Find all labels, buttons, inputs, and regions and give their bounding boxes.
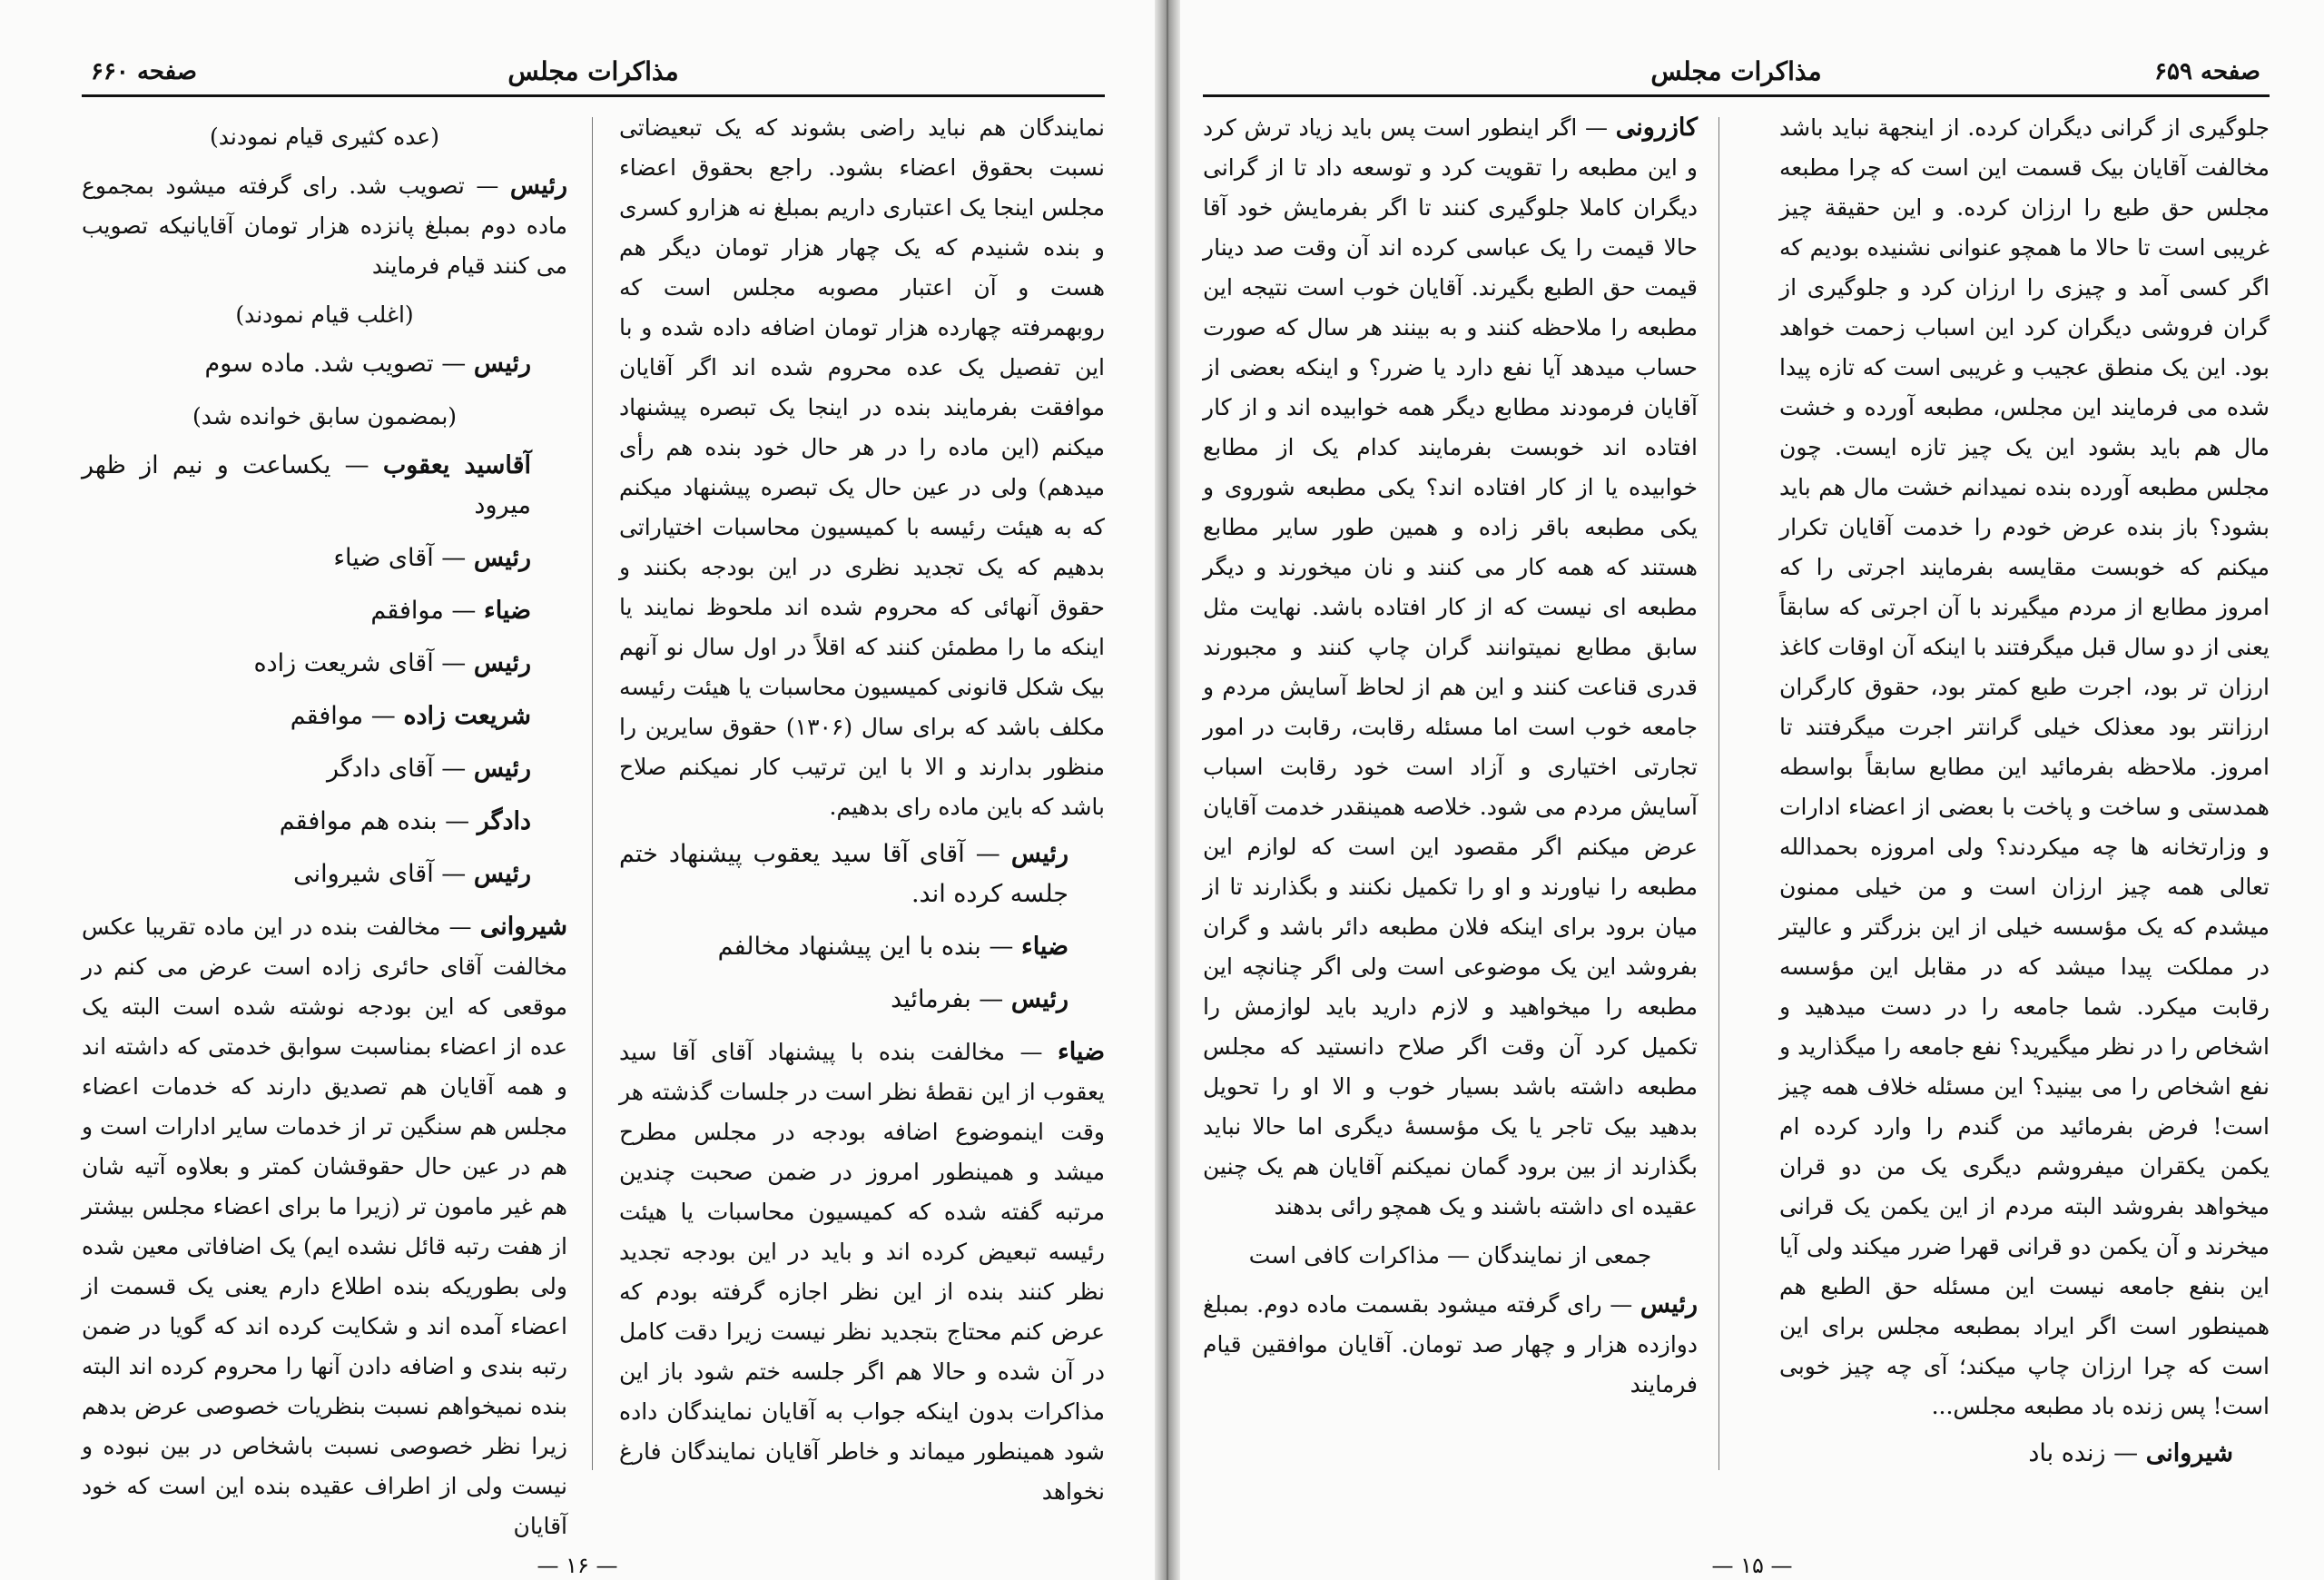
- speech-text: آقای دادگر: [327, 755, 434, 783]
- speech-text: بفرمائید: [891, 985, 971, 1013]
- stage-note: (اغلب قیام نمودند): [235, 301, 414, 328]
- left-page: [0, 0, 1155, 1580]
- running-title: مذاکرات مجلس: [1650, 56, 1822, 86]
- paragraph: رئیس — تصویب شد. رای گرفته میشود بمجموع ماده دوم بمبلغ پانزده هزار تومان آقایانیکه تصویب می کنند قیام فرمایند: [82, 172, 567, 279]
- speech-text: بنده هم موافقم: [279, 807, 438, 835]
- stage-note: (عده کثیری قیام نمودند): [210, 123, 439, 150]
- dialog-line: شریعت زاده — موافقم: [290, 702, 531, 730]
- speech-text: آقای آقا سید یعقوب پیشنهاد ختم جلسه کرده اند.: [619, 840, 1068, 908]
- page-number: صفحه ۶۶۰: [91, 58, 197, 85]
- dialog-line: رئیس — آقای شیروانی: [293, 860, 531, 888]
- speech-text: مخالفت بنده با پیشنهاد آقای آقا سید یعقوب از این نقطهٔ نظر است در جلسات گذشته هر وقت اینموضوع اضافه بودجه در مجلس مطرح میشد و همینطور امروز در ضمن صحبت چندین مرتبه گفته شده که کمیسیون محاسبات یا هیئت رئیسه تبعیض کرده اند و باید در این بودجه تجدید نظر کنند بنده از این نظر اجازه گرفته بودم که عرض کنم محتاج بتجدید نظر نیست زیرا دقت کامل در آن شده و حالا هم اگر جلسه ختم شود باز این مذاکرات بدون اینکه جواب به آقایان نمایندگان داده شود همینطور میماند و خاطر آقایان نمایندگان فارغ نخواهد: [619, 1039, 1105, 1505]
- speech-text: تصویب شد. ماده سوم: [204, 350, 434, 378]
- speaker-name: رئیس: [1010, 840, 1068, 868]
- stage-note: (بمضمون سابق خوانده شد): [192, 403, 458, 430]
- column-divider: [592, 117, 593, 1470]
- dialog-line: دادگر — بنده هم موافقم: [279, 807, 531, 835]
- running-title: مذاکرات مجلس: [507, 56, 679, 86]
- speech-text: یکساعت و نیم از ظهر میرود: [82, 451, 531, 519]
- speaker-name: ضیاء: [1058, 1038, 1105, 1066]
- speaker-name: رئیس: [473, 860, 531, 888]
- speech-text: اگر اینطور است پس باید زیاد ترش کرد و این مطبعه را تقویت کرد و توسعه داد تا از گرانی دیگران کاملا جلوگیری کنند تا اگر بفرمایش خود آقا حالا قیمت را یک عباسی کرده اند آن وقت صد دینار قیمت حق الطبع بگیرند. آقایان خوب است نتیجه این مطبعه را ملاحظه کنند و به بینند هر سال که صورت حساب میدهد آیا نفع دارد یا ضرر؟ و اینکه بعضی از آقایان فرمودند مطابع دیگر همه خوابیده اند و از کار افتاده اند خوبست بفرمایند کدام یک از مطابع خوابیده یا از کار افتاده اند؟ یکی مطبعه شوروی و یکی مطبعه باقر زاده و همین طور سایر مطابع هستند که همه کار می کنند و نان میخورند و دیگر مطبعه ای نیست که از کار افتاده باشد. نهایت مثل سابق مطابع نمیتوانند گران چاپ کنند و مجبورند قدری قناعت کنند و این هم از لحاظ آسایش مردم و جامعه خوب است اما مسئله رقابت، رقابت در امور تجارتی اختیاری و آزاد است خود رقابت اسباب آسایش مردم می شود. خلاصه همینقدر خدمت آقایان عرض میکنم اگر مقصود این است که لوازم این مطبعه را نیاورند و او را تکمیل نکنند و بگذارند تا از میان برود برای اینکه فلان مطبعه دائر باشد و گران بفروشد این یک موضوعی است ولی اگر چنانچه این مطبعه را میخواهید و لازم دارید باید لوازمش را تکمیل کرد آن وقت اگر صلاح دانستید که مجلس مطبعه داشته باشد بسیار خوب و الا او را تحویل بدهید بیک تاجر یا یک مؤسسهٔ دیگری اما حالا نباید بگذارند از بین برود گمان نمیکنم آقایان هم یک چنین عقیده ای داشته باشند و یک همچو رائی بدهند: [1203, 114, 1698, 1220]
- speech-text: تصویب شد. رای گرفته میشود بمجموع ماده دوم بمبلغ پانزده هزار تومان آقایانیکه تصویب می کنند قیام فرمایند: [82, 173, 567, 279]
- speaker-name: ضیاء: [484, 597, 531, 625]
- dialog-line: رئیس — آقای ضیاء: [333, 544, 531, 572]
- speech-text: موافقم: [290, 702, 364, 730]
- speaker-name: رئیس: [509, 172, 567, 200]
- speaker-name: دادگر: [477, 807, 531, 835]
- paragraph: کازرونی — اگر اینطور است پس باید زیاد ترش کرد و این مطبعه را تقویت کرد و توسعه داد تا از گرانی دیگران کاملا جلوگیری کنند تا اگر بفرمایش خود آقا حالا قیمت را یک عباسی کرده اند آن وقت صد دینار قیمت حق الطبع بگیرند. آقایان خوب است نتیجه این مطبعه را ملاحظه کنند و به بینند هر سال که صورت حساب میدهد آیا نفع دارد یا ضرر؟ و اینکه بعضی از آقایان فرمودند مطابع دیگر همه خوابیده اند و از کار افتاده اند خوبست بفرمایند کدام یک از مطابع خوابیده یا از کار افتاده اند؟ یکی مطبعه شوروی و یکی مطبعه باقر زاده و همین طور سایر مطابع هستند که همه کار می کنند و نان میخورند و دیگر مطبعه ای نیست که از کار افتاده باشد. نهایت مثل سابق مطابع نمیتوانند گران چاپ کنند و مجبورند قدری قناعت کنند و این هم از لحاظ آسایش مردم و جامعه خوب است اما مسئله رقابت، رقابت در امور تجارتی اختیاری و آزاد است خود رقابت اسباب آسایش مردم می شود. خلاصه همینقدر خدمت آقایان عرض میکنم اگر مقصود این است که لوازم این مطبعه را نیاورند و او را تکمیل نکنند و بگذارند تا از میان برود برای اینکه فلان مطبعه دائر باشد و گران بفروشد این یک موضوعی است ولی اگر چنانچه این مطبعه را میخواهید و لازم دارید باید لوازمش را تکمیل کرد آن وقت اگر صلاح دانستید که مجلس مطبعه داشته باشد بسیار خوب و الا او را تحویل بدهید بیک تاجر یا یک مؤسسهٔ دیگری اما حالا نباید بگذارند از بین برود گمان نمیکنم آقایان هم یک چنین عقیده ای داشته باشند و یک همچو رائی بدهند: [1203, 114, 1698, 1220]
- speaker-name: شیروانی: [479, 913, 567, 941]
- dialog-line: شیروانی — زنده باد: [2028, 1439, 2233, 1467]
- dialog-line: ضیاء — موافقم: [370, 597, 531, 625]
- speech-text: آقای ضیاء: [333, 544, 434, 572]
- book-gutter: [1155, 0, 1180, 1580]
- speech-text: آقای شیروانی: [293, 860, 434, 888]
- paragraph: شیروانی — مخالفت بنده در این ماده تقریبا عکس مخالفت آقای حائری زاده است عرض می کنم در موقعی که این بودجه نوشته شده است البته یک عده از اعضاء بمناسبت سوابق خدمتی که داشته اند و همه آقایان هم تصدیق دارند که خدمات اعضاء مجلس هم سنگین تر از خدمات سایر ادارات است و هم در عین حال حقوقشان کمتر و بعلاوه آتیه شان هم غیر مامون تر (زیرا ما برای اعضاء مجلس بیشتر از هفت رتبه قائل نشده ایم) یک اضافاتی معین شده ولی بطوریکه بنده اطلاع دارم یعنی یک قسمت از اعضاء آمده اند و شکایت کرده اند که گویا در ضمن رتبه بندی و اضافه دادن آنها را محروم کرده اند البته بنده نمیخواهم نسبت بنظریات خصوصی عرض بدهم زیرا نظر خصوصی نسبت باشخاص در بین نبوده و نیست ولی از اطراف عقیده بنده این است که خود آقایان: [82, 913, 567, 1539]
- column-right: [619, 108, 1105, 1525]
- column-left: [82, 108, 567, 1539]
- dialog-line: رئیس — آقای شریعت زاده: [253, 649, 531, 677]
- speaker-name: رئیس: [473, 649, 531, 677]
- right-page: [1180, 0, 2324, 1580]
- page-header: [82, 54, 1105, 97]
- speaker-name: شیروانی: [2145, 1439, 2233, 1467]
- dialog-line: ضیاء — بنده با این پیشنهاد مخالفم: [717, 933, 1068, 961]
- paragraph: ضیاء — مخالفت بنده با پیشنهاد آقای آقا سید یعقوب از این نقطهٔ نظر است در جلسات گذشته هر وقت اینموضوع اضافه بودجه در مجلس مطرح میشد و همینطور امروز در ضمن صحبت چندین مرتبه گفته شده که کمیسیون محاسبات یا هیئت رئیسه تبعیض کرده اند و باید در این بودجه تجدید نظر کنند بنده از این نظر اجازه گرفته بودم که عرض کنم محتاج بتجدید نظر نیست زیرا دقت کامل در آن شده و حالا هم اگر جلسه ختم شود باز این مذاکرات بدون اینکه جواب به آقایان نمایندگان داده شود همینطور میماند و خاطر آقایان نمایندگان فارغ نخواهد: [619, 1038, 1105, 1505]
- speaker-name: رئیس: [473, 544, 531, 572]
- speech-text: آقای شریعت زاده: [253, 649, 434, 677]
- dialog-line: آقاسید یعقوب — یکساعت و نیم از ظهر میرود: [82, 451, 532, 519]
- speech-text: مخالفت بنده در این ماده تقریبا عکس مخالفت آقای حائری زاده است عرض می کنم در موقعی که این بودجه نوشته شده است البته یک عده از اعضاء بمناسبت سوابق خدمتی که داشته اند و همه آقایان هم تصدیق دارند که خدمات اعضاء مجلس هم سنگین تر از خدمات سایر ادارات است و هم در عین حال حقوقشان کمتر و بعلاوه آتیه شان هم غیر مامون تر (زیرا ما برای اعضاء مجلس بیشتر از هفت رتبه قائل نشده ایم) یک اضافاتی معین شده ولی بطوریکه بنده اطلاع دارم یعنی یک قسمت از اعضاء آمده اند و شکایت کرده اند که گویا در ضمن رتبه بندی و اضافه دادن آنها را محروم کرده اند البته بنده نمیخواهم نسبت بنظریات خصوصی عرض بدهم زیرا نظر خصوصی نسبت باشخاص در بین نبوده و نیست ولی از اطراف عقیده بنده این است که خود آقایان: [82, 913, 567, 1539]
- folio-number: — ۱۶ —: [537, 1553, 618, 1578]
- dialog-line: رئیس — بفرمائید: [891, 985, 1068, 1013]
- folio-number: — ۱۵ —: [1711, 1553, 1793, 1578]
- dialog-line: رئیس — آقای دادگر: [327, 755, 531, 783]
- text-columns: [1203, 108, 2270, 1525]
- speaker-name: رئیس: [473, 755, 531, 783]
- column-right: [1779, 108, 2270, 1525]
- speaker-name: شریعت زاده: [403, 702, 531, 730]
- speech-text: رای گرفته میشود بقسمت ماده دوم. بمبلغ دوازده هزار و چهار صد تومان. آقایان موافقین قیام فرمایند: [1203, 1291, 1698, 1397]
- speaker-name: کازرونی: [1615, 114, 1698, 142]
- paragraph: رئیس — رای گرفته میشود بقسمت ماده دوم. بمبلغ دوازده هزار و چهار صد تومان. آقایان موافقین قیام فرمایند: [1203, 1290, 1698, 1397]
- speech-text: زنده باد: [2028, 1439, 2106, 1467]
- speech-text: بنده با این پیشنهاد مخالفم: [717, 933, 981, 961]
- text-columns: [82, 108, 1105, 1539]
- column-left: [1203, 108, 1698, 1525]
- column-divider: [1718, 117, 1719, 1470]
- paragraph: جلوگیری از گرانی دیگران کرده. از اینجهة نباید باشد مخالفت آقایان بیک قسمت این است که چرا مطبعه مجلس حق طبع را ارزان کرده. و این حقیقة چیز غریبی است تا حالا ما همچو عنوانی نشنیده بودیم که اگر کسی آمد و چیزی را ارزان کرد و جلوگیری از گران فروشی دیگران کرد این اسباب زحمت خواهد بود. این یک منطق عجیب و غریبی است که تازه پیدا شده می فرمایند این مجلس، مطبعه آورده و خشت مال هم باید بشود این یک چیز تازه ایست. چون مجلس مطبعه آورده بنده نمیدانم خشت مال هم باید بشود؟ باز بنده عرض خودم را خدمت آقایان تکرار میکنم که خوبست مقایسه بفرمایند اجرتی را که امروز مطابع از مردم میگیرند با آن اجرتی که سابقاً یعنی از دو سال قبل میگرفتند با اینکه آن اوقات کاغذ ارزان تر بود، اجرت طبع کمتر بود، حقوق کارگران ارزانتر بود معذلک خیلی گرانتر اجرت میگرفتند تا امروز. ملاحظه بفرمائید این مطابع سابقاً بواسطه همدستی و ساخت و پاخت با بعضی از اعضاء ادارات و وزارتخانه ها چه میکردند؟ ولی امروزه بحمدالله تعالی همه چیز ارزان است و من خیلی ممنون میشدم که یک مؤسسه خیلی از این بزرگتر و عالیتر در مملکت پیدا میشد که در مقابل این مؤسسه رقابت میکرد. شما جامعه را در دست میدهید و اشخاص را در نظر میگیرید؟ نفع جامعه را میگذارید و نفع اشخاص را می بینید؟ این مسئله خلاف همه چیز است! فرض بفرمائید من گندم را وارد کرده ام یکمن یکقران میفروشم دیگری یک من دو قران میخواهد بفروشد البته مردم از این یکمن یک قرانی میخرند و آن یکمن دو قرانی قهرا ضرر میکند ولی آیا این بنفع جامعه نیست این مسئله حق الطبع هم همینطور است اگر ایراد بمطبعه مجلس برای این است که چرا ارزان چاپ میکند؛ آی چه چیز خوبی است! پس زنده باد مطبعه مجلس...: [1779, 114, 2270, 1419]
- speaker-name: رئیس: [1640, 1290, 1698, 1318]
- dialog-line: رئیس — آقای آقا سید یعقوب پیشنهاد ختم جلسه کرده اند.: [619, 840, 1068, 908]
- paragraph: نمایندگان هم نباید راضی بشوند که یک تبعیضاتی نسبت بحقوق اعضاء بشود. راجع بحقوق اعضاء مجلس اینجا یک اعتباری داریم بمبلغ نه هزارو کسری و بنده شنیدم که یک چهار هزار تومان دیگر هم هست و آن اعتبار مصوبه مجلس است که روبهمرفته چهارده هزار تومان اضافه داده شده و با این تفصیل یک عده محروم شده اند اگر آقایان موافقت بفرمایند بنده در اینجا یک تبصره پیشنهاد میکنم (این ماده را در هر حال خود بنده هم رأی میدهم) ولی در عین حال یک تبصره پیشنهاد میکنم که به هیئت رئیسه با کمیسیون محاسبات اختیاراتی بدهیم که یک تجدید نظری در این بودجه بکنند و حقوق آنهائی که محروم شده اند ملحوظ نمایند یا اینکه ما را مطمئن کنند که اقلاً در اول سال نو آنهم بیک شکل قانونی کمیسیون محاسبات یا هیئت رئیسه مکلف باشد که برای سال (۱۳۰۶) حقوق سایرین را منظور بدارند و الا با این ترتیب کار نمیکنم صلاح باشد که باین ماده رای بدهیم.: [619, 114, 1105, 820]
- speaker-name: ضیاء: [1021, 933, 1068, 961]
- page-header: [1203, 54, 2270, 97]
- speaker-name: رئیس: [473, 350, 531, 378]
- stage-note: جمعی از نمایندگان — مذاکرات کافی است: [1248, 1242, 1652, 1269]
- speech-text: موافقم: [370, 597, 444, 625]
- dialog-line: رئیس — تصویب شد. ماده سوم: [204, 350, 531, 378]
- speaker-name: آقاسید یعقوب: [382, 451, 532, 479]
- speaker-name: رئیس: [1010, 985, 1068, 1013]
- page-number: صفحه ۶۵۹: [2154, 58, 2260, 85]
